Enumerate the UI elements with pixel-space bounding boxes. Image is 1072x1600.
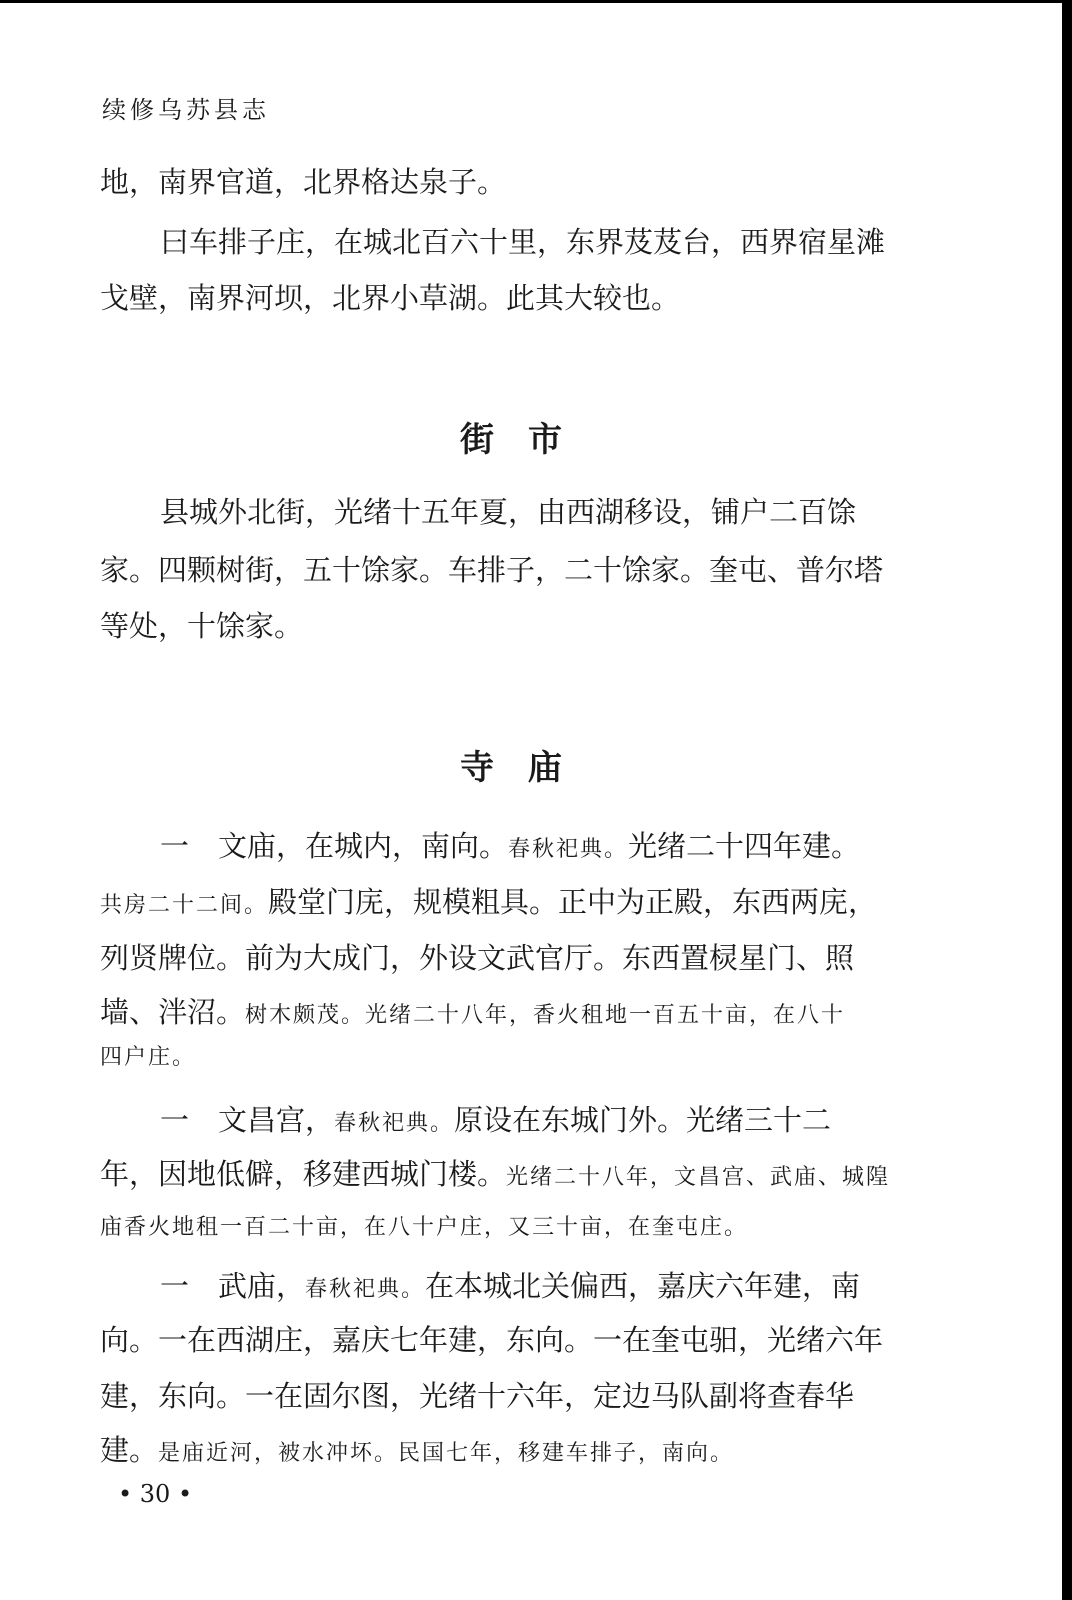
entry-main-text: 一 武庙，: [160, 1269, 306, 1303]
text-line: 等处，十馀家。: [100, 609, 304, 643]
entry-main-text: 墙、泮沼。: [100, 995, 246, 1029]
page-number: • 30 •: [118, 1480, 193, 1508]
entry-note: 共房二十二间。: [100, 893, 269, 918]
text-line: 地，南界官道，北界格达泉子。: [100, 165, 507, 199]
running-head: 续修乌苏县志: [102, 96, 270, 124]
text-line: 县城外北街，光绪十五年夏，由西湖移设，铺户二百馀: [160, 495, 857, 529]
entry-line: 庙香火地租一百二十亩，在八十户庄，又三十亩，在奎屯庄。: [100, 1215, 749, 1240]
entry-note: 春秋祀典。: [305, 1277, 426, 1302]
entry-note: 树木颇茂。光绪二十八年，香火租地一百五十亩，在八十: [245, 1003, 846, 1028]
entry-line: [100, 990, 845, 1031]
entry-line: [100, 1152, 890, 1193]
entry-line: 建，东向。一在固尔图，光绪十六年，定边马队副将查春华: [100, 1379, 855, 1413]
entry-note: 春秋祀典。: [334, 1111, 455, 1136]
entry-line: [160, 1264, 860, 1305]
entry-line: [160, 1098, 831, 1139]
entry-line: 列贤牌位。前为大成门，外设文武官厅。东西置棂星门、照: [100, 941, 855, 975]
text-line: 家。四颗树街，五十馀家。车排子，二十馀家。奎屯、普尔塔: [100, 553, 884, 587]
text-line: 戈壁，南界河坝，北界小草湖。此其大较也。: [100, 281, 681, 315]
entry-line: [160, 824, 860, 865]
entry-main-text: 光绪二十四年建。: [628, 829, 861, 863]
scan-edge-top: [0, 0, 1062, 3]
entry-main-text: 一 文庙，在城内，南向。: [160, 829, 509, 863]
entry-line: [100, 880, 877, 921]
entry-main-text: 一 文昌宫，: [160, 1103, 335, 1137]
entry-main-text: 殿堂门庑，规模粗具。正中为正殿，东西两庑，: [268, 885, 878, 919]
entry-line: [100, 1428, 734, 1469]
text-line: 曰车排子庄，在城北百六十里，东界芨芨台，西界宿星滩: [160, 225, 886, 259]
entry-note: 光绪二十八年，文昌宫、武庙、城隍: [506, 1165, 891, 1190]
section-heading: 街 市: [460, 420, 562, 460]
entry-line: 四户庄。: [100, 1045, 197, 1070]
entry-main-text: 在本城北关偏西，嘉庆六年建，南: [425, 1269, 861, 1303]
entry-line: 向。一在西湖庄，嘉庆七年建，东向。一在奎屯驲，光绪六年: [100, 1323, 884, 1357]
section-heading: 寺 庙: [460, 748, 562, 788]
entry-main-text: 年，因地低僻，移建西城门楼。: [100, 1157, 507, 1191]
scan-edge-right: [1062, 0, 1072, 1600]
entry-main-text: 建。: [100, 1433, 159, 1467]
entry-note: 春秋祀典。: [508, 837, 629, 862]
entry-main-text: 原设在东城门外。光绪三十二: [454, 1103, 832, 1137]
entry-note: 是庙近河，被水冲坏。民国七年，移建车排子，南向。: [158, 1441, 735, 1466]
